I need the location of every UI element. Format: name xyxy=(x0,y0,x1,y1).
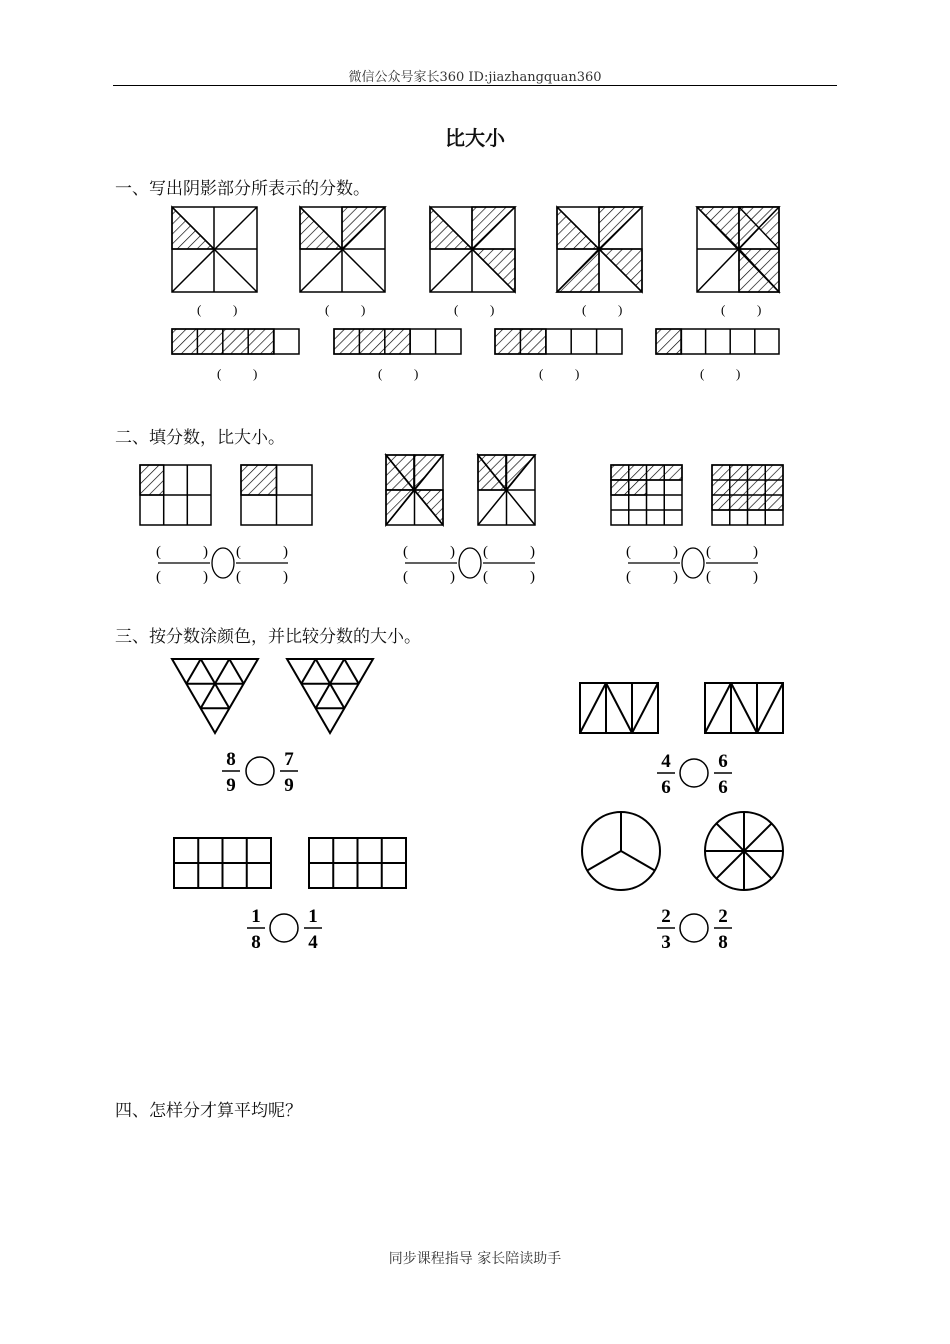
paren-open: ( xyxy=(700,366,705,381)
s2-rect-6parts xyxy=(140,465,211,525)
s3-compare-triangles xyxy=(222,749,298,796)
s3-triangle-right xyxy=(287,659,373,733)
s3-circle-thirds xyxy=(582,812,660,890)
svg-text:): ) xyxy=(203,544,208,560)
paren-close: ) xyxy=(575,366,580,381)
svg-text:6: 6 xyxy=(718,751,728,772)
svg-text:(: ( xyxy=(706,569,711,585)
s2-rect-diag-a xyxy=(386,455,443,525)
paren-close: ) xyxy=(414,366,419,381)
s2-grid-12-a xyxy=(611,465,682,525)
s2-compare-3 xyxy=(626,544,758,585)
svg-text:9: 9 xyxy=(226,775,236,796)
paren-close: ) xyxy=(757,302,762,317)
svg-text:): ) xyxy=(753,569,758,585)
s2-grid-12-b xyxy=(712,465,783,525)
svg-text:(: ( xyxy=(483,544,488,560)
svg-text:): ) xyxy=(450,569,455,585)
s2-rect-4parts xyxy=(241,465,312,525)
svg-text:(: ( xyxy=(626,569,631,585)
paren-close: ) xyxy=(233,302,238,317)
svg-text:): ) xyxy=(283,544,288,560)
strip-4 xyxy=(656,329,779,354)
svg-text:1: 1 xyxy=(251,906,261,927)
square-1 xyxy=(172,207,257,292)
s3-circle-eighths xyxy=(705,812,783,890)
s3-triangle-left xyxy=(172,659,258,733)
svg-text:): ) xyxy=(673,569,678,585)
svg-text:): ) xyxy=(673,544,678,560)
paren-open: ( xyxy=(721,302,726,317)
svg-text:): ) xyxy=(530,569,535,585)
paren-close: ) xyxy=(490,302,495,317)
s3-grid-left xyxy=(174,838,271,888)
s2-compare-1 xyxy=(156,544,288,585)
s2-rect-diag-b xyxy=(478,455,535,525)
svg-text:(: ( xyxy=(483,569,488,585)
svg-text:6: 6 xyxy=(718,777,728,798)
square-3 xyxy=(430,207,515,292)
svg-text:(: ( xyxy=(626,544,631,560)
svg-text:): ) xyxy=(450,544,455,560)
page-title: 比大小 xyxy=(445,126,505,150)
svg-text:(: ( xyxy=(236,569,241,585)
page-header: 微信公众号家长360 ID:jiazhangquan360 xyxy=(348,70,602,85)
paren-open: ( xyxy=(197,302,202,317)
paren-open: ( xyxy=(582,302,587,317)
svg-text:6: 6 xyxy=(661,777,671,798)
paren-open: ( xyxy=(378,366,383,381)
paren-open: ( xyxy=(454,302,459,317)
svg-text:8: 8 xyxy=(251,932,261,953)
svg-text:(: ( xyxy=(403,569,408,585)
square-4 xyxy=(557,207,642,292)
s3-grid-right xyxy=(309,838,406,888)
svg-text:(: ( xyxy=(156,544,161,560)
svg-text:): ) xyxy=(530,544,535,560)
svg-text:): ) xyxy=(203,569,208,585)
paren-close: ) xyxy=(361,302,366,317)
strip-answer-blanks xyxy=(217,366,740,381)
s3-compare-circles xyxy=(657,906,732,953)
s3-zigzag-rect-right xyxy=(705,683,783,733)
svg-text:): ) xyxy=(753,544,758,560)
page-footer: 同步课程指导 家长陪读助手 xyxy=(388,1251,562,1267)
svg-text:3: 3 xyxy=(661,932,671,953)
svg-text:4: 4 xyxy=(661,751,671,772)
svg-text:(: ( xyxy=(403,544,408,560)
svg-text:4: 4 xyxy=(308,932,318,953)
s3-compare-rectangles xyxy=(657,751,732,798)
paren-close: ) xyxy=(253,366,258,381)
square-answer-blanks xyxy=(197,302,761,317)
paren-close: ) xyxy=(736,366,741,381)
section-3-heading: 三、按分数涂颜色，并比较分数的大小。 xyxy=(115,627,421,647)
svg-text:8: 8 xyxy=(226,749,236,770)
square-2 xyxy=(300,207,385,292)
s2-compare-2 xyxy=(403,544,535,585)
svg-text:9: 9 xyxy=(284,775,294,796)
svg-text:(: ( xyxy=(706,544,711,560)
svg-text:2: 2 xyxy=(661,906,671,927)
paren-open: ( xyxy=(217,366,222,381)
paren-open: ( xyxy=(325,302,330,317)
section-4-heading: 四、怎样分才算平均呢？ xyxy=(115,1101,302,1121)
svg-text:(: ( xyxy=(236,544,241,560)
s3-zigzag-rect-left xyxy=(580,683,658,733)
strip-1 xyxy=(172,329,299,354)
svg-text:2: 2 xyxy=(718,906,728,927)
svg-text:): ) xyxy=(283,569,288,585)
section-2-heading: 二、填分数，比大小。 xyxy=(115,428,285,448)
svg-text:8: 8 xyxy=(718,932,728,953)
section-1-heading: 一、写出阴影部分所表示的分数。 xyxy=(115,179,370,199)
svg-text:(: ( xyxy=(156,569,161,585)
strip-3 xyxy=(495,329,622,354)
s3-compare-grids xyxy=(247,906,322,953)
paren-open: ( xyxy=(539,366,544,381)
strip-2 xyxy=(334,329,461,354)
paren-close: ) xyxy=(618,302,623,317)
square-5 xyxy=(697,207,779,292)
svg-text:1: 1 xyxy=(308,906,318,927)
svg-text:7: 7 xyxy=(284,749,294,770)
